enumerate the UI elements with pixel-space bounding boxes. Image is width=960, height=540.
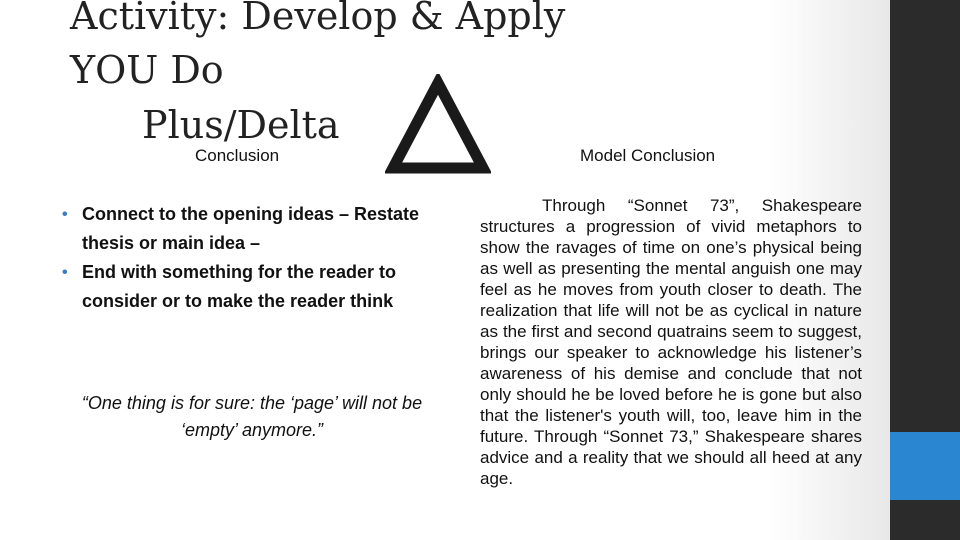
title-line-1: Activity: Develop & Apply xyxy=(70,0,566,38)
left-column-heading: Conclusion xyxy=(195,146,280,165)
title-line-3: Plus/Delta xyxy=(142,103,340,147)
bullet-item xyxy=(62,200,442,258)
title-line-2: YOU Do xyxy=(70,48,224,92)
quote-text: “One thing is for sure: the ‘page’ will not be ‘empty’ anymore.” xyxy=(81,393,423,440)
bullet-item xyxy=(62,258,442,316)
blue-accent-block xyxy=(890,432,960,500)
bullet-text: Connect to the opening ideas – Restate thesis or main idea – xyxy=(82,204,420,253)
bullet-icon: • xyxy=(62,264,68,281)
right-column-heading: Model Conclusion xyxy=(580,146,716,165)
bullet-icon: • xyxy=(62,206,68,223)
bullet-text: End with something for the reader to consider or to make the reader think xyxy=(82,262,397,311)
conclusion-bullet-list xyxy=(62,200,442,316)
model-conclusion-text: Through “Sonnet 73”, Shakespeare structures a progression of vivid metaphors to show the ravages of time on one’s physical being as well as presenting the mental anguish one may feel as he moves from youth closer to death. The realization that life will not be as cyclical in nature as the first and second quatrains seem to suggest, brings our speaker to acknowledge his listener’s awareness of his demise and conclude that not only should he be loved before he is gone but also that the listener's youth will, too, leave him in the future. Through “Sonnet 73,” Shakespeare shares advice and a reality that we should all heed at any age. xyxy=(480,196,862,488)
delta-triangle-icon xyxy=(385,74,491,176)
